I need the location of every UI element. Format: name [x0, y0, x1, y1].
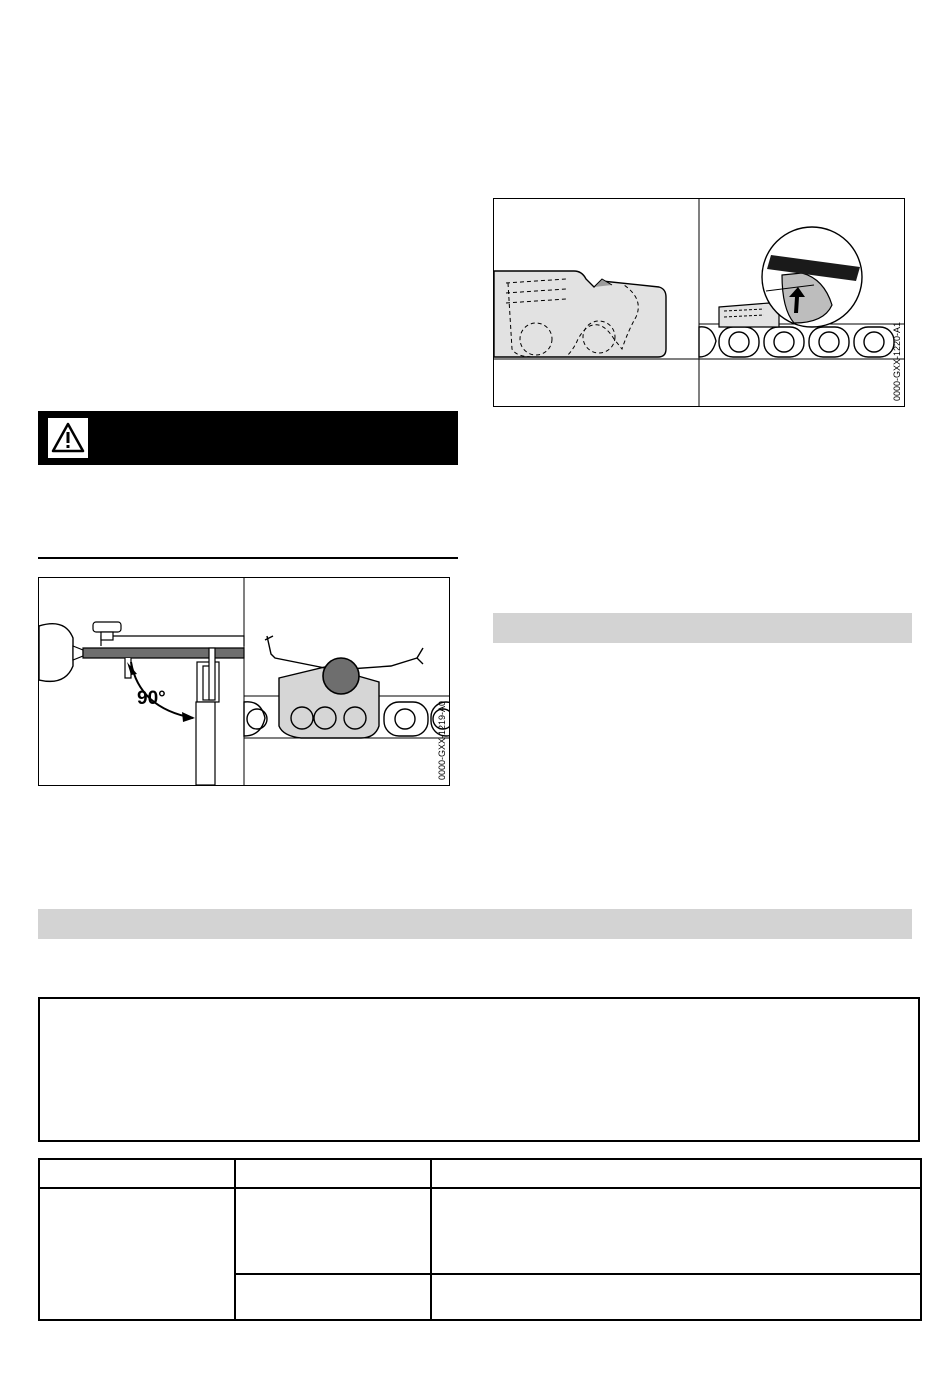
section-heading-bar-right: [493, 613, 912, 643]
table-header-row: [39, 1159, 921, 1188]
table-cell: [39, 1188, 235, 1320]
figure-file-holder-angle: [38, 577, 450, 786]
table-header-cell: [431, 1159, 921, 1188]
notice-box: [38, 997, 920, 1142]
angle-label: 90°: [137, 688, 166, 709]
figure-file-holder-drawing: [39, 578, 449, 785]
warning-header: [38, 411, 458, 465]
section-heading-bar-full: [38, 909, 912, 939]
table-cell: [431, 1274, 921, 1320]
table-cell: [235, 1274, 431, 1320]
figure-code-1220: 0000-GXX-1220-A1: [892, 321, 902, 401]
table-cell: [431, 1188, 921, 1274]
figure-sharpening-depth-gauge-drawing: [494, 199, 904, 406]
figure-sharpening-depth-gauge: [493, 198, 905, 407]
table-row: [39, 1188, 921, 1274]
section-divider: [38, 557, 458, 559]
table-header-cell: [235, 1159, 431, 1188]
warning-triangle-icon: [48, 418, 88, 458]
table-header-cell: [39, 1159, 235, 1188]
figure-code-1219: 0000-GXX-1219-A0: [437, 700, 447, 780]
table-cell: [235, 1188, 431, 1274]
troubleshooting-table: [38, 1158, 922, 1321]
